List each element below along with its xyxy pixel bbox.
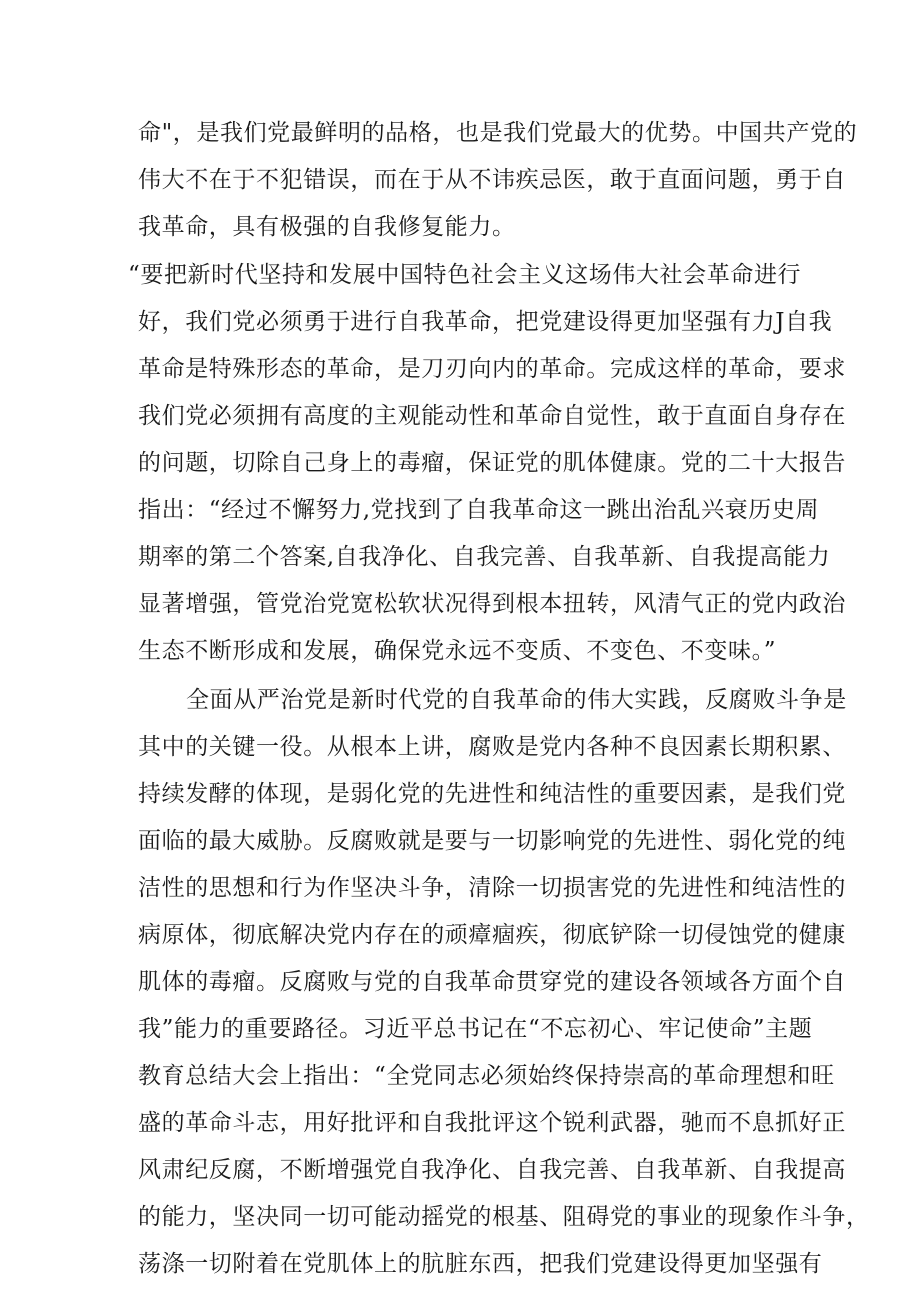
p2-line-7: 期率的第二个答案,自我净化、自我完善、自我革新、自我提高能力 [138, 544, 831, 570]
p1-line-1: 命"，是我们党最鲜明的品格，也是我们党最大的优势。中国共产党的 [138, 120, 858, 146]
p1-line-3: 我革命，具有极强的自我修复能力。 [138, 214, 516, 240]
p3-line-11: 风肃纪反腐，不断增强党自我净化、自我完善、自我革新、自我提高 [138, 1157, 846, 1183]
p3-line-4: 面临的最大威胁。反腐败就是要与一切影响党的先进性、弱化党的纯 [138, 828, 846, 854]
p3-line-3: 持续发酵的体现，是弱化党的先进性和纯洁性的重要因素，是我们党 [138, 781, 846, 807]
p3-line-13: 荡涤一切附着在党肌体上的肮脏东西，把我们党建设得更加坚强有 [138, 1251, 823, 1277]
p3-line-1: 全面从严治党是新时代党的自我革命的伟大实践，反腐败斗争是 [186, 687, 847, 713]
p1-line-2: 伟大不在于不犯错误，而在于从不讳疾忌医，敢于直面问题，勇于自 [138, 167, 846, 193]
p3-line-8: 我”能力的重要路径。习近平总书记在“不忘初心、牢记使命”主题 [138, 1016, 813, 1042]
p3-line-6: 病原体，彻底解决党内存在的顽瘴痼疾，彻底铲除一切侵蚀党的健康 [138, 922, 846, 948]
p2-line-1: “要把新时代坚持和发展中国特色社会主义这场伟大社会革命进行 [128, 262, 802, 288]
p2-line-8: 显著增强，管党治党宽松软状况得到根本扭转，风清气正的党内政治 [138, 591, 846, 617]
p2-line-5: 的问题，切除自己身上的毒瘤，保证党的肌体健康。党的二十大报告 [138, 450, 846, 476]
p2-line-9: 生态不断形成和发展，确保党永远不变质、不变色、不变味。” [138, 638, 777, 664]
p3-line-9: 教育总结大会上指出：“全党同志必须始终保持崇高的革命理想和旺 [138, 1063, 835, 1089]
p3-line-7: 肌体的毒瘤。反腐败与党的自我革命贯穿党的建设各领域各方面个自 [138, 969, 846, 995]
p2-line-3: 革命是特殊形态的革命，是刀刃向内的革命。完成这样的革命，要求 [138, 356, 846, 382]
p3-line-12: 的能力，坚决同一切可能动摇党的根基、阻碍党的事业的现象作斗争， [138, 1204, 870, 1230]
p2-line-2: 好，我们党必须勇于进行自我革命，把党建设得更加坚强有力J自我 [138, 309, 833, 335]
p2-line-4: 我们党必须拥有高度的主观能动性和革命自觉性，敢于直面自身存在 [138, 403, 846, 429]
p2-line-6: 指出：“经过不懈努力,党找到了自我革命这一跳出治乱兴衰历史周 [138, 497, 820, 523]
p3-line-5: 洁性的思想和行为作坚决斗争，清除一切损害党的先进性和纯洁性的 [138, 875, 846, 901]
p3-line-10: 盛的革命斗志，用好批评和自我批评这个锐利武器，驰而不息抓好正 [138, 1110, 846, 1136]
p3-line-2: 其中的关键一役。从根本上讲，腐败是党内各种不良因素长期积累、 [138, 734, 846, 760]
